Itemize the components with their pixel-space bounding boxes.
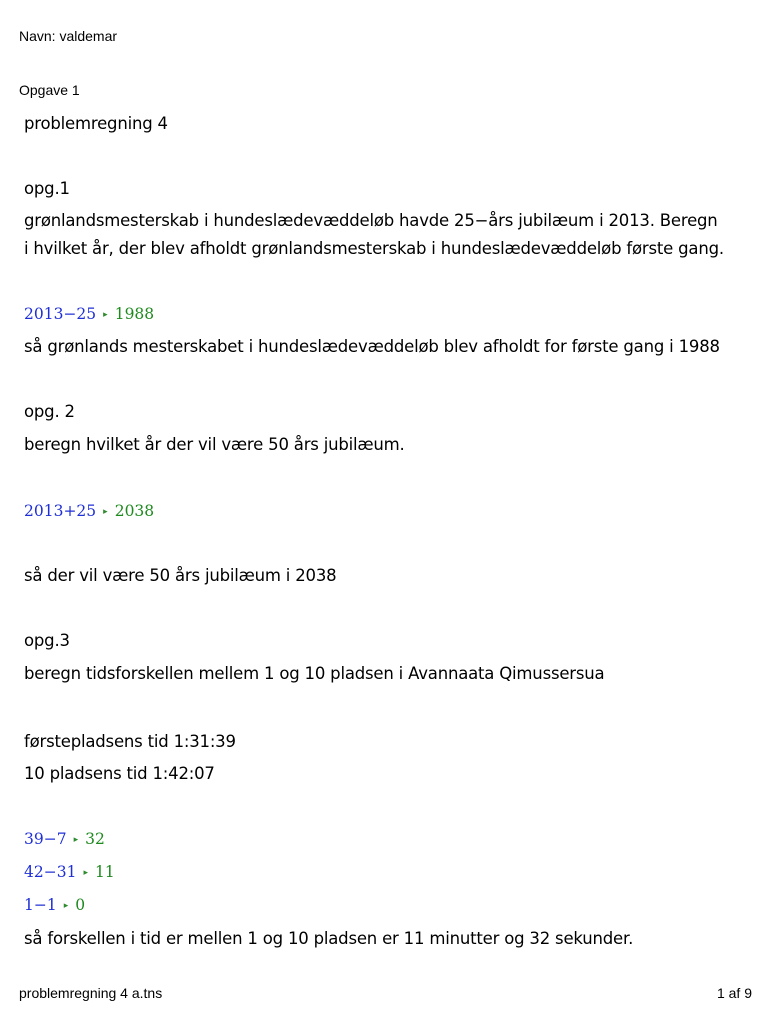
document-title: problemregning 4 xyxy=(24,114,168,133)
calc-arrow-icon: ▸ xyxy=(73,835,79,845)
calc-arrow-icon: ▸ xyxy=(103,310,108,320)
calc-arrow-icon: ▸ xyxy=(83,868,88,878)
opg3-answer: så forskellen i tid er mellen 1 og 10 pladsen er 11 minutter og 32 sekunder. xyxy=(24,929,634,948)
opg1-text-line-1: grønlandsmesterskab i hundeslædevæddeløb havde 25−års jubilæum i 2013. Beregn xyxy=(24,211,718,230)
opg1-text-line-2: i hvilket år, der blev afholdt grønlandsmesterskab i hundeslædevæddeløb første gang. xyxy=(24,239,724,258)
opg2-text: beregn hvilket år der vil være 50 års jubilæum. xyxy=(24,435,405,454)
opg2-heading: opg. 2 xyxy=(24,402,75,421)
opg3-text: beregn tidsforskellen mellem 1 og 10 pladsen i Avannaata Qimussersua xyxy=(24,664,605,683)
opg1-heading: opg.1 xyxy=(24,179,70,198)
calc-4-result: 11 xyxy=(94,863,115,881)
first-place-time: førstepladsens tid 1:31:39 xyxy=(24,732,236,751)
opg1-answer: så grønlands mesterskabet i hundeslædevæddeløb blev afholdt for første gang i 1988 xyxy=(24,337,720,356)
calc-1 xyxy=(24,304,154,325)
calc-arrow-icon: ▸ xyxy=(63,901,69,911)
task-label: Opgave 1 xyxy=(19,82,80,98)
calc-2-input: 2013+25 xyxy=(24,502,97,520)
calc-3 xyxy=(24,829,105,850)
calc-1-input: 2013−25 xyxy=(24,305,97,323)
calc-5-result: 0 xyxy=(75,896,86,914)
calc-2-result: 2038 xyxy=(114,502,155,520)
calc-1-result: 1988 xyxy=(114,305,155,323)
calc-4 xyxy=(24,862,115,883)
student-name: Navn: valdemar xyxy=(19,28,118,44)
opg2-answer: så der vil være 50 års jubilæum i 2038 xyxy=(24,566,337,585)
calc-arrow-icon: ▸ xyxy=(103,507,108,517)
calc-2 xyxy=(24,501,154,522)
footer-page-indicator: 1 af 9 xyxy=(716,985,752,1001)
calc-3-input: 39−7 xyxy=(24,830,67,848)
opg3-heading: opg.3 xyxy=(24,631,70,650)
calc-3-result: 32 xyxy=(85,830,105,848)
tenth-place-time: 10 pladsens tid 1:42:07 xyxy=(24,764,215,783)
calc-4-input: 42−31 xyxy=(24,863,77,881)
calc-5 xyxy=(24,895,85,916)
calc-5-input: 1−1 xyxy=(24,896,57,914)
footer-filename: problemregning 4 a.tns xyxy=(19,985,163,1001)
